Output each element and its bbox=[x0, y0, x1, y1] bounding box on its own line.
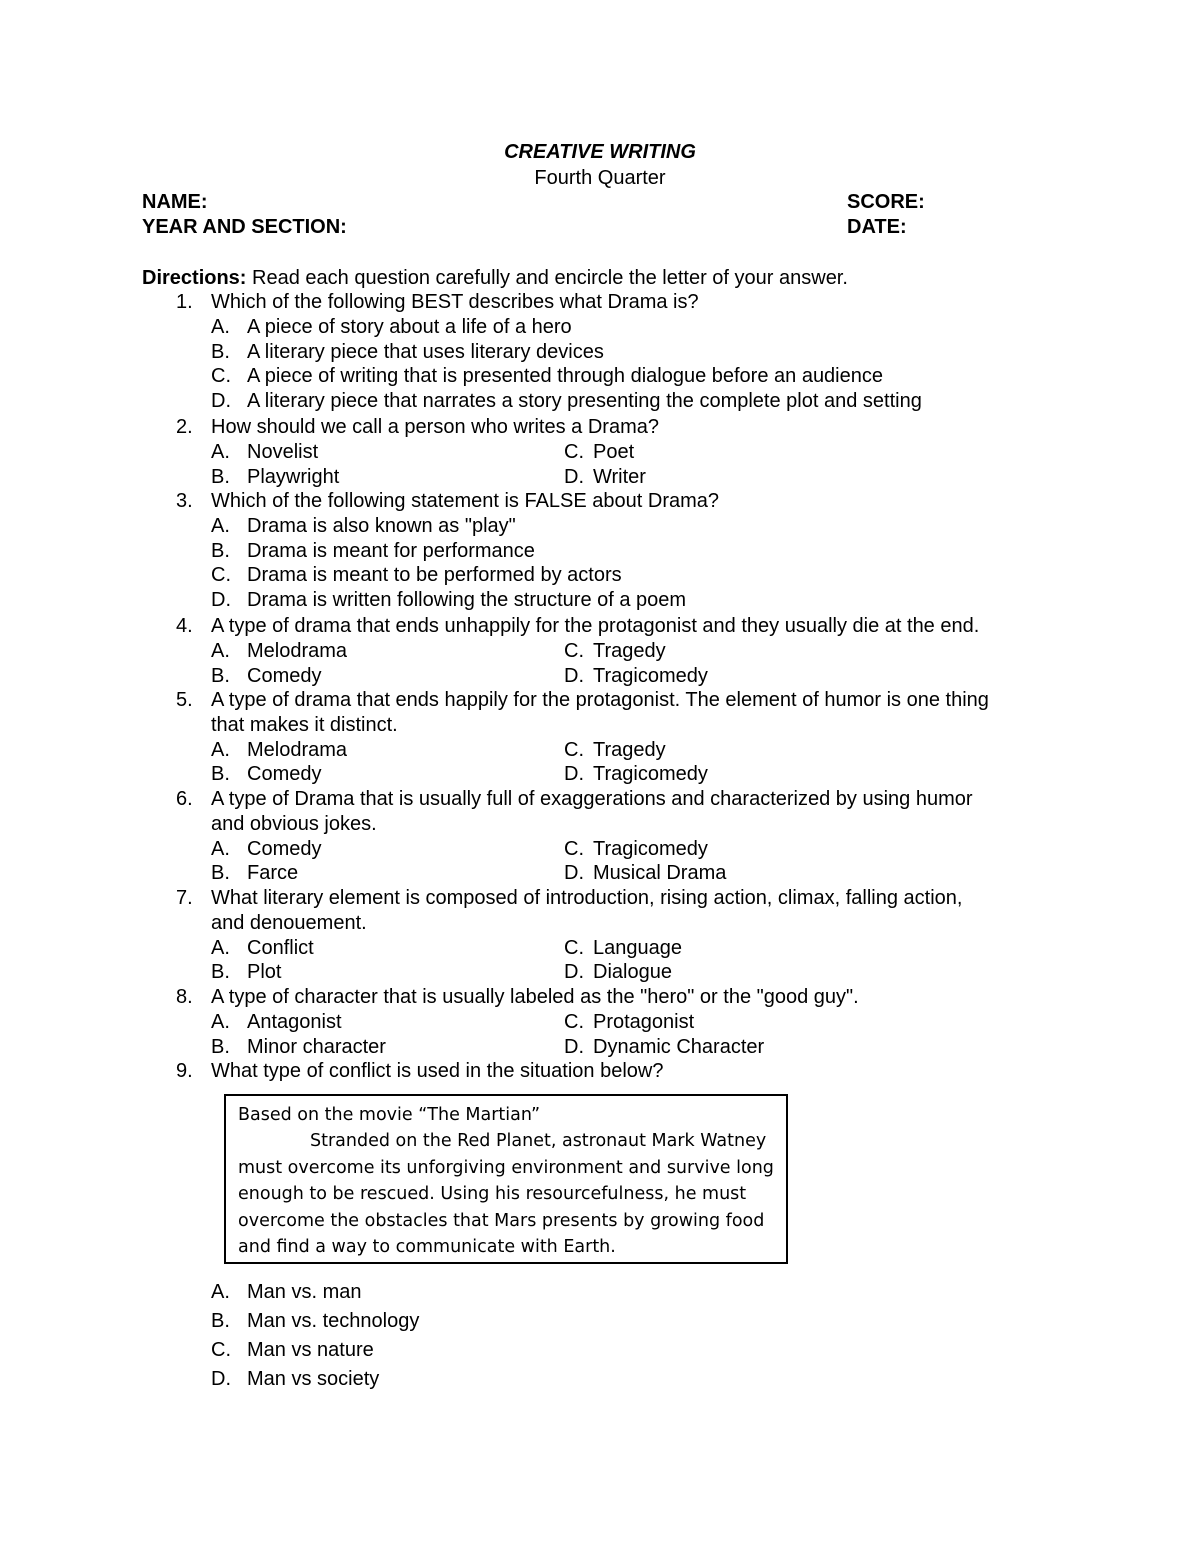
option-letter[interactable]: D. bbox=[564, 763, 584, 786]
question-number: 4. bbox=[176, 615, 193, 637]
option-letter[interactable]: A. bbox=[211, 1010, 230, 1033]
question-text: A type of drama that ends happily for the protagonist. The element of humor is one thing bbox=[211, 689, 989, 711]
directions-label: Directions: bbox=[142, 267, 247, 289]
option-letter[interactable]: A. bbox=[211, 1281, 230, 1303]
option-letter[interactable]: A. bbox=[211, 738, 230, 761]
option-text[interactable]: Tragicomedy bbox=[593, 837, 708, 860]
directions bbox=[142, 266, 848, 290]
option-letter[interactable]: A. bbox=[211, 440, 230, 463]
option-text[interactable]: Melodrama bbox=[247, 639, 348, 662]
option-text[interactable]: Playwright bbox=[247, 465, 340, 488]
option-letter[interactable]: D. bbox=[211, 589, 231, 612]
option-letter[interactable]: C. bbox=[564, 440, 584, 463]
option-text[interactable]: Drama is also known as "play" bbox=[247, 514, 516, 537]
option-text[interactable]: Tragicomedy bbox=[593, 664, 708, 687]
name-label: NAME: bbox=[142, 191, 208, 213]
question-text: A type of drama that ends unhappily for the protagonist and they usually die at the end. bbox=[211, 615, 980, 637]
option-text[interactable]: Writer bbox=[593, 465, 646, 488]
passage-line: and find a way to communicate with Earth. bbox=[238, 1237, 616, 1257]
option-text[interactable]: Dynamic Character bbox=[593, 1035, 765, 1058]
question-text: Which of the following BEST describes what Drama is? bbox=[211, 291, 699, 313]
question-text: What literary element is composed of introduction, rising action, climax, falling action, bbox=[211, 887, 963, 909]
option-letter[interactable]: A. bbox=[211, 936, 230, 959]
option-letter[interactable]: C. bbox=[564, 738, 584, 761]
option-letter[interactable]: C. bbox=[564, 639, 584, 662]
question-text: Which of the following statement is FALSE about Drama? bbox=[211, 490, 720, 512]
option-letter[interactable]: B. bbox=[211, 465, 230, 488]
option-text[interactable]: Minor character bbox=[247, 1035, 386, 1058]
option-letter[interactable]: C. bbox=[211, 365, 231, 388]
option-letter[interactable]: B. bbox=[211, 1310, 230, 1332]
option-text[interactable]: Novelist bbox=[247, 440, 319, 463]
question-number: 8. bbox=[176, 986, 193, 1008]
question-number: 7. bbox=[176, 887, 193, 909]
option-letter[interactable]: B. bbox=[211, 340, 230, 363]
option-letter[interactable]: C. bbox=[564, 837, 584, 860]
option-letter[interactable]: D. bbox=[564, 1035, 584, 1058]
option-text[interactable]: Antagonist bbox=[247, 1010, 342, 1033]
option-text[interactable]: Poet bbox=[593, 440, 635, 463]
option-letter[interactable]: D. bbox=[211, 390, 231, 413]
question-number: 9. bbox=[176, 1060, 193, 1082]
option-letter[interactable]: C. bbox=[564, 936, 584, 959]
option-text[interactable]: A piece of writing that is presented through dialogue before an audience bbox=[247, 365, 883, 388]
option-text[interactable]: Plot bbox=[247, 961, 282, 984]
option-letter[interactable]: A. bbox=[211, 837, 230, 860]
question-number: 5. bbox=[176, 689, 193, 711]
question-text: A type of character that is usually labeled as the "hero" or the "good guy". bbox=[211, 986, 859, 1008]
option-text[interactable]: Man vs nature bbox=[247, 1339, 374, 1361]
option-text[interactable]: Tragicomedy bbox=[593, 763, 708, 786]
option-text[interactable]: Conflict bbox=[247, 936, 314, 959]
option-letter[interactable]: D. bbox=[564, 465, 584, 488]
question-number: 6. bbox=[176, 788, 193, 810]
option-text[interactable]: Comedy bbox=[247, 763, 322, 786]
option-text[interactable]: Language bbox=[593, 936, 682, 959]
option-text[interactable]: Man vs. technology bbox=[247, 1310, 420, 1332]
option-text[interactable]: Drama is meant for performance bbox=[247, 539, 535, 562]
option-text[interactable]: Man vs. man bbox=[247, 1281, 362, 1303]
option-letter[interactable]: B. bbox=[211, 1035, 230, 1058]
question-number: 2. bbox=[176, 416, 193, 438]
option-letter[interactable]: B. bbox=[211, 539, 230, 562]
option-letter[interactable]: B. bbox=[211, 862, 230, 885]
option-text[interactable]: Comedy bbox=[247, 664, 322, 687]
passage-line: Stranded on the Red Planet, astronaut Mark Watney bbox=[310, 1131, 767, 1151]
option-letter[interactable]: B. bbox=[211, 961, 230, 984]
question-number: 1. bbox=[176, 291, 193, 313]
option-text[interactable]: A piece of story about a life of a hero bbox=[247, 315, 572, 338]
option-letter[interactable]: C. bbox=[564, 1010, 584, 1033]
option-text[interactable]: Melodrama bbox=[247, 738, 348, 761]
passage-line: enough to be rescued. Using his resourcefulness, he must bbox=[238, 1184, 747, 1204]
directions-text: Read each question carefully and encircle the letter of your answer. bbox=[246, 267, 848, 289]
option-text[interactable]: Dialogue bbox=[593, 961, 672, 984]
option-letter[interactable]: C. bbox=[211, 1339, 231, 1361]
passage-line: must overcome its unforgiving environment and survive long bbox=[238, 1158, 774, 1178]
page-subtitle: Fourth Quarter bbox=[534, 167, 666, 189]
option-letter[interactable]: A. bbox=[211, 639, 230, 662]
option-letter[interactable]: C. bbox=[211, 564, 231, 587]
option-letter[interactable]: B. bbox=[211, 763, 230, 786]
passage-line: overcome the obstacles that Mars presents by growing food bbox=[238, 1211, 765, 1231]
option-letter[interactable]: A. bbox=[211, 514, 230, 537]
option-text[interactable]: Protagonist bbox=[593, 1010, 695, 1033]
option-letter[interactable]: B. bbox=[211, 664, 230, 687]
option-letter[interactable]: D. bbox=[564, 664, 584, 687]
year-section-label: YEAR AND SECTION: bbox=[142, 216, 347, 238]
question-text: A type of Drama that is usually full of exaggerations and characterized by using humor bbox=[211, 788, 973, 810]
question-text: What type of conflict is used in the situation below? bbox=[211, 1060, 664, 1082]
option-text[interactable]: A literary piece that narrates a story presenting the complete plot and setting bbox=[247, 390, 922, 413]
option-text[interactable]: A literary piece that uses literary devices bbox=[247, 340, 604, 363]
option-text[interactable]: Drama is written following the structure of a poem bbox=[247, 589, 687, 612]
date-label: DATE: bbox=[847, 216, 907, 238]
question-text: and denouement. bbox=[211, 911, 367, 934]
question-text: How should we call a person who writes a Drama? bbox=[211, 416, 659, 438]
option-letter[interactable]: D. bbox=[564, 862, 584, 885]
option-letter[interactable]: D. bbox=[211, 1368, 231, 1390]
option-text[interactable]: Man vs society bbox=[247, 1368, 380, 1390]
option-text[interactable]: Tragedy bbox=[593, 738, 666, 761]
option-text[interactable]: Farce bbox=[247, 862, 299, 885]
question-text: and obvious jokes. bbox=[211, 812, 377, 835]
option-text[interactable]: Musical Drama bbox=[593, 862, 727, 885]
passage-line: Based on the movie “The Martian” bbox=[238, 1105, 541, 1125]
option-text[interactable]: Tragedy bbox=[593, 639, 666, 662]
option-letter[interactable]: D. bbox=[564, 961, 584, 984]
question-text: that makes it distinct. bbox=[211, 713, 398, 736]
score-label: SCORE: bbox=[847, 191, 925, 213]
question-number: 3. bbox=[176, 490, 193, 512]
page-title: CREATIVE WRITING bbox=[504, 141, 696, 163]
option-text[interactable]: Comedy bbox=[247, 837, 322, 860]
option-text[interactable]: Drama is meant to be performed by actors bbox=[247, 564, 622, 587]
option-letter[interactable]: A. bbox=[211, 315, 230, 338]
